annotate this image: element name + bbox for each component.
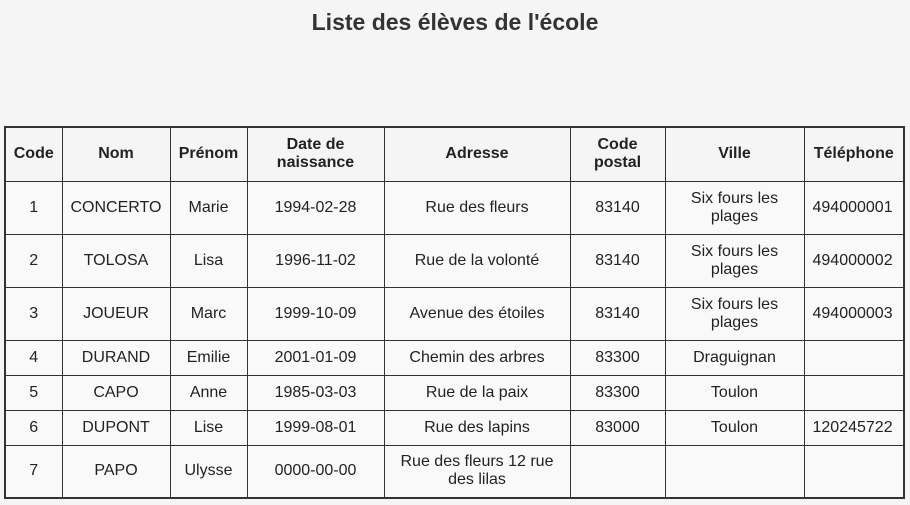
cell-ville: Six fours les plages [665, 234, 804, 287]
table-header-row [5, 127, 904, 181]
column-header-prenom: Prénom [170, 127, 247, 181]
table-row [5, 287, 904, 340]
cell-prenom: Marie [170, 181, 247, 234]
table-row [5, 340, 904, 375]
column-header-code: Code [5, 127, 62, 181]
cell-prenom: Lisa [170, 234, 247, 287]
cell-telephone: 494000001 [804, 181, 904, 234]
cell-ville: Toulon [665, 375, 804, 410]
cell-adresse: Chemin des arbres [384, 340, 570, 375]
column-header-date-naissance: Date de naissance [247, 127, 384, 181]
cell-adresse: Rue des fleurs 12 rue des lilas [384, 445, 570, 498]
cell-code: 2 [5, 234, 62, 287]
cell-ville: Six fours les plages [665, 181, 804, 234]
cell-code-postal [570, 445, 665, 498]
cell-code-postal: 83140 [570, 287, 665, 340]
table-row [5, 181, 904, 234]
cell-adresse: Avenue des étoiles [384, 287, 570, 340]
cell-code: 6 [5, 410, 62, 445]
cell-code-postal: 83300 [570, 375, 665, 410]
cell-prenom: Marc [170, 287, 247, 340]
cell-prenom: Anne [170, 375, 247, 410]
cell-telephone [804, 340, 904, 375]
table-row [5, 445, 904, 498]
cell-date: 1994-02-28 [247, 181, 384, 234]
cell-code: 1 [5, 181, 62, 234]
page-title: Liste des élèves de l'école [311, 9, 599, 35]
cell-ville: Toulon [665, 410, 804, 445]
cell-nom: CONCERTO [62, 181, 170, 234]
column-header-ville: Ville [665, 127, 804, 181]
column-header-nom: Nom [62, 127, 170, 181]
cell-nom: CAPO [62, 375, 170, 410]
students-table [4, 126, 905, 499]
cell-code: 4 [5, 340, 62, 375]
cell-nom: JOUEUR [62, 287, 170, 340]
cell-code: 5 [5, 375, 62, 410]
cell-date: 1999-08-01 [247, 410, 384, 445]
cell-code-postal: 83140 [570, 234, 665, 287]
cell-telephone: 494000002 [804, 234, 904, 287]
cell-adresse: Rue des lapins [384, 410, 570, 445]
table-row [5, 410, 904, 445]
cell-code: 3 [5, 287, 62, 340]
cell-adresse: Rue de la volonté [384, 234, 570, 287]
cell-nom: PAPO [62, 445, 170, 498]
cell-code-postal: 83000 [570, 410, 665, 445]
cell-ville [665, 445, 804, 498]
cell-prenom: Emilie [170, 340, 247, 375]
cell-prenom: Ulysse [170, 445, 247, 498]
cell-nom: DURAND [62, 340, 170, 375]
cell-telephone [804, 375, 904, 410]
column-header-telephone: Téléphone [804, 127, 904, 181]
cell-telephone: 120245722 [804, 410, 904, 445]
table-row [5, 234, 904, 287]
cell-code-postal: 83140 [570, 181, 665, 234]
cell-adresse: Rue des fleurs [384, 181, 570, 234]
column-header-code-postal: Code postal [570, 127, 665, 181]
cell-telephone [804, 445, 904, 498]
cell-ville: Draguignan [665, 340, 804, 375]
table-row [5, 375, 904, 410]
cell-code: 7 [5, 445, 62, 498]
cell-date: 2001-01-09 [247, 340, 384, 375]
cell-prenom: Lise [170, 410, 247, 445]
cell-adresse: Rue de la paix [384, 375, 570, 410]
cell-date: 1985-03-03 [247, 375, 384, 410]
cell-ville: Six fours les plages [665, 287, 804, 340]
cell-code-postal: 83300 [570, 340, 665, 375]
cell-date: 1999-10-09 [247, 287, 384, 340]
cell-date: 1996-11-02 [247, 234, 384, 287]
cell-telephone: 494000003 [804, 287, 904, 340]
cell-nom: DUPONT [62, 410, 170, 445]
column-header-adresse: Adresse [384, 127, 570, 181]
students-table-container [4, 126, 903, 499]
cell-nom: TOLOSA [62, 234, 170, 287]
cell-date: 0000-00-00 [247, 445, 384, 498]
